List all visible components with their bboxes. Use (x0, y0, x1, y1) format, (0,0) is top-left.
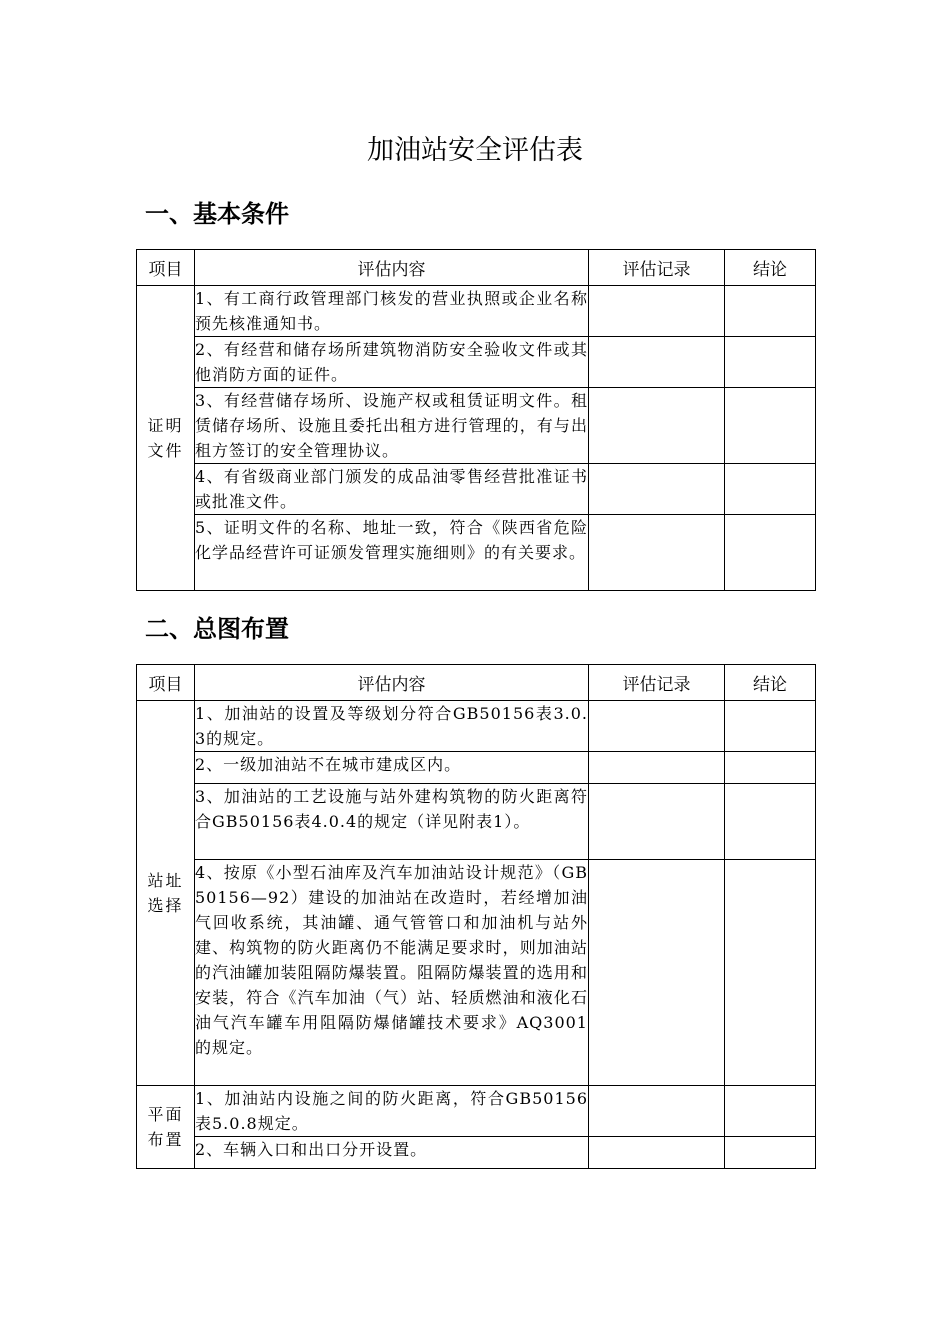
table-row (137, 337, 816, 388)
table-row (137, 860, 816, 1086)
conclusion-cell[interactable] (725, 784, 816, 860)
evaluation-criterion: 4、有省级商业部门颁发的成品油零售经营批准证书或批准文件。 (195, 464, 589, 515)
evaluation-table-basic-conditions (136, 249, 816, 591)
row-group-label (137, 286, 195, 591)
table-row (137, 286, 816, 337)
record-cell[interactable] (589, 464, 725, 515)
conclusion-cell[interactable] (725, 701, 816, 752)
table-header-row (137, 665, 816, 701)
record-cell[interactable] (589, 515, 725, 591)
evaluation-criterion: 3、有经营储存场所、设施产权或租赁证明文件。租赁储存场所、设施且委托出租方进行管理的，有与出租方签订的安全管理协议。 (195, 388, 589, 464)
record-cell[interactable] (589, 1137, 725, 1169)
row-group-label (137, 1086, 195, 1169)
group-label-line: 站址 (147, 871, 184, 890)
table-row (137, 701, 816, 752)
record-cell[interactable] (589, 860, 725, 1086)
record-cell[interactable] (589, 388, 725, 464)
conclusion-cell[interactable] (725, 388, 816, 464)
evaluation-criterion: 2、车辆入口和出口分开设置。 (195, 1137, 589, 1169)
table-row (137, 464, 816, 515)
document-title: 加油站安全评估表 (367, 135, 583, 166)
conclusion-cell[interactable] (725, 1137, 816, 1169)
conclusion-cell[interactable] (725, 464, 816, 515)
table-row (137, 1137, 816, 1169)
table-row (137, 752, 816, 784)
evaluation-criterion: 2、有经营和储存场所建筑物消防安全验收文件或其他消防方面的证件。 (195, 337, 589, 388)
record-cell[interactable] (589, 1086, 725, 1137)
row-group-label (137, 701, 195, 1086)
section-heading-basic-conditions: 一、基本条件 (145, 200, 289, 228)
evaluation-criterion: 3、加油站的工艺设施与站外建构筑物的防火距离符合GB50156表4.0.4的规定（详见附表1）。 (195, 784, 589, 860)
conclusion-cell[interactable] (725, 860, 816, 1086)
header-item: 项目 (137, 250, 195, 286)
evaluation-criterion: 2、一级加油站不在城市建成区内。 (195, 752, 589, 784)
table-header-row (137, 250, 816, 286)
conclusion-cell[interactable] (725, 337, 816, 388)
record-cell[interactable] (589, 286, 725, 337)
evaluation-table-site-layout (136, 664, 816, 1169)
conclusion-cell[interactable] (725, 515, 816, 591)
group-label-line: 平面 (147, 1105, 184, 1124)
table-row (137, 515, 816, 591)
evaluation-criterion: 1、有工商行政管理部门核发的营业执照或企业名称预先核准通知书。 (195, 286, 589, 337)
header-record: 评估记录 (589, 665, 725, 701)
table-row (137, 784, 816, 860)
record-cell[interactable] (589, 701, 725, 752)
group-label-line: 文件 (147, 441, 184, 460)
header-conclusion: 结论 (725, 250, 816, 286)
evaluation-criterion: 1、加油站内设施之间的防火距离，符合GB50156表5.0.8规定。 (195, 1086, 589, 1137)
record-cell[interactable] (589, 784, 725, 860)
section-heading-site-layout: 二、总图布置 (145, 615, 289, 643)
evaluation-criterion: 5、证明文件的名称、地址一致，符合《陕西省危险化学品经营许可证颁发管理实施细则》的有关要求。 (195, 515, 589, 591)
conclusion-cell[interactable] (725, 1086, 816, 1137)
record-cell[interactable] (589, 752, 725, 784)
evaluation-criterion: 1、加油站的设置及等级划分符合GB50156表3.0.3的规定。 (195, 701, 589, 752)
record-cell[interactable] (589, 337, 725, 388)
header-conclusion: 结论 (725, 665, 816, 701)
header-content: 评估内容 (195, 250, 589, 286)
conclusion-cell[interactable] (725, 286, 816, 337)
table-row (137, 1086, 816, 1137)
conclusion-cell[interactable] (725, 752, 816, 784)
group-label-line: 布置 (147, 1130, 184, 1149)
group-label-line: 选择 (147, 896, 184, 915)
evaluation-criterion: 4、按原《小型石油库及汽车加油站设计规范》（GB50156—92）建设的加油站在改造时，若经增加油气回收系统，其油罐、通气管管口和加油机与站外建、构筑物的防火距离仍不能满足要求时，则加油站的汽油罐加装阻隔防爆装置。阻隔防爆装置的选用和安装，符合《汽车加油（气）站、轻质燃油和液化石油气汽车罐车用阻隔防爆储罐技术要求》AQ3001的规定。 (195, 860, 589, 1086)
header-item: 项目 (137, 665, 195, 701)
header-record: 评估记录 (589, 250, 725, 286)
header-content: 评估内容 (195, 665, 589, 701)
table-row (137, 388, 816, 464)
group-label-line: 证明 (147, 416, 184, 435)
